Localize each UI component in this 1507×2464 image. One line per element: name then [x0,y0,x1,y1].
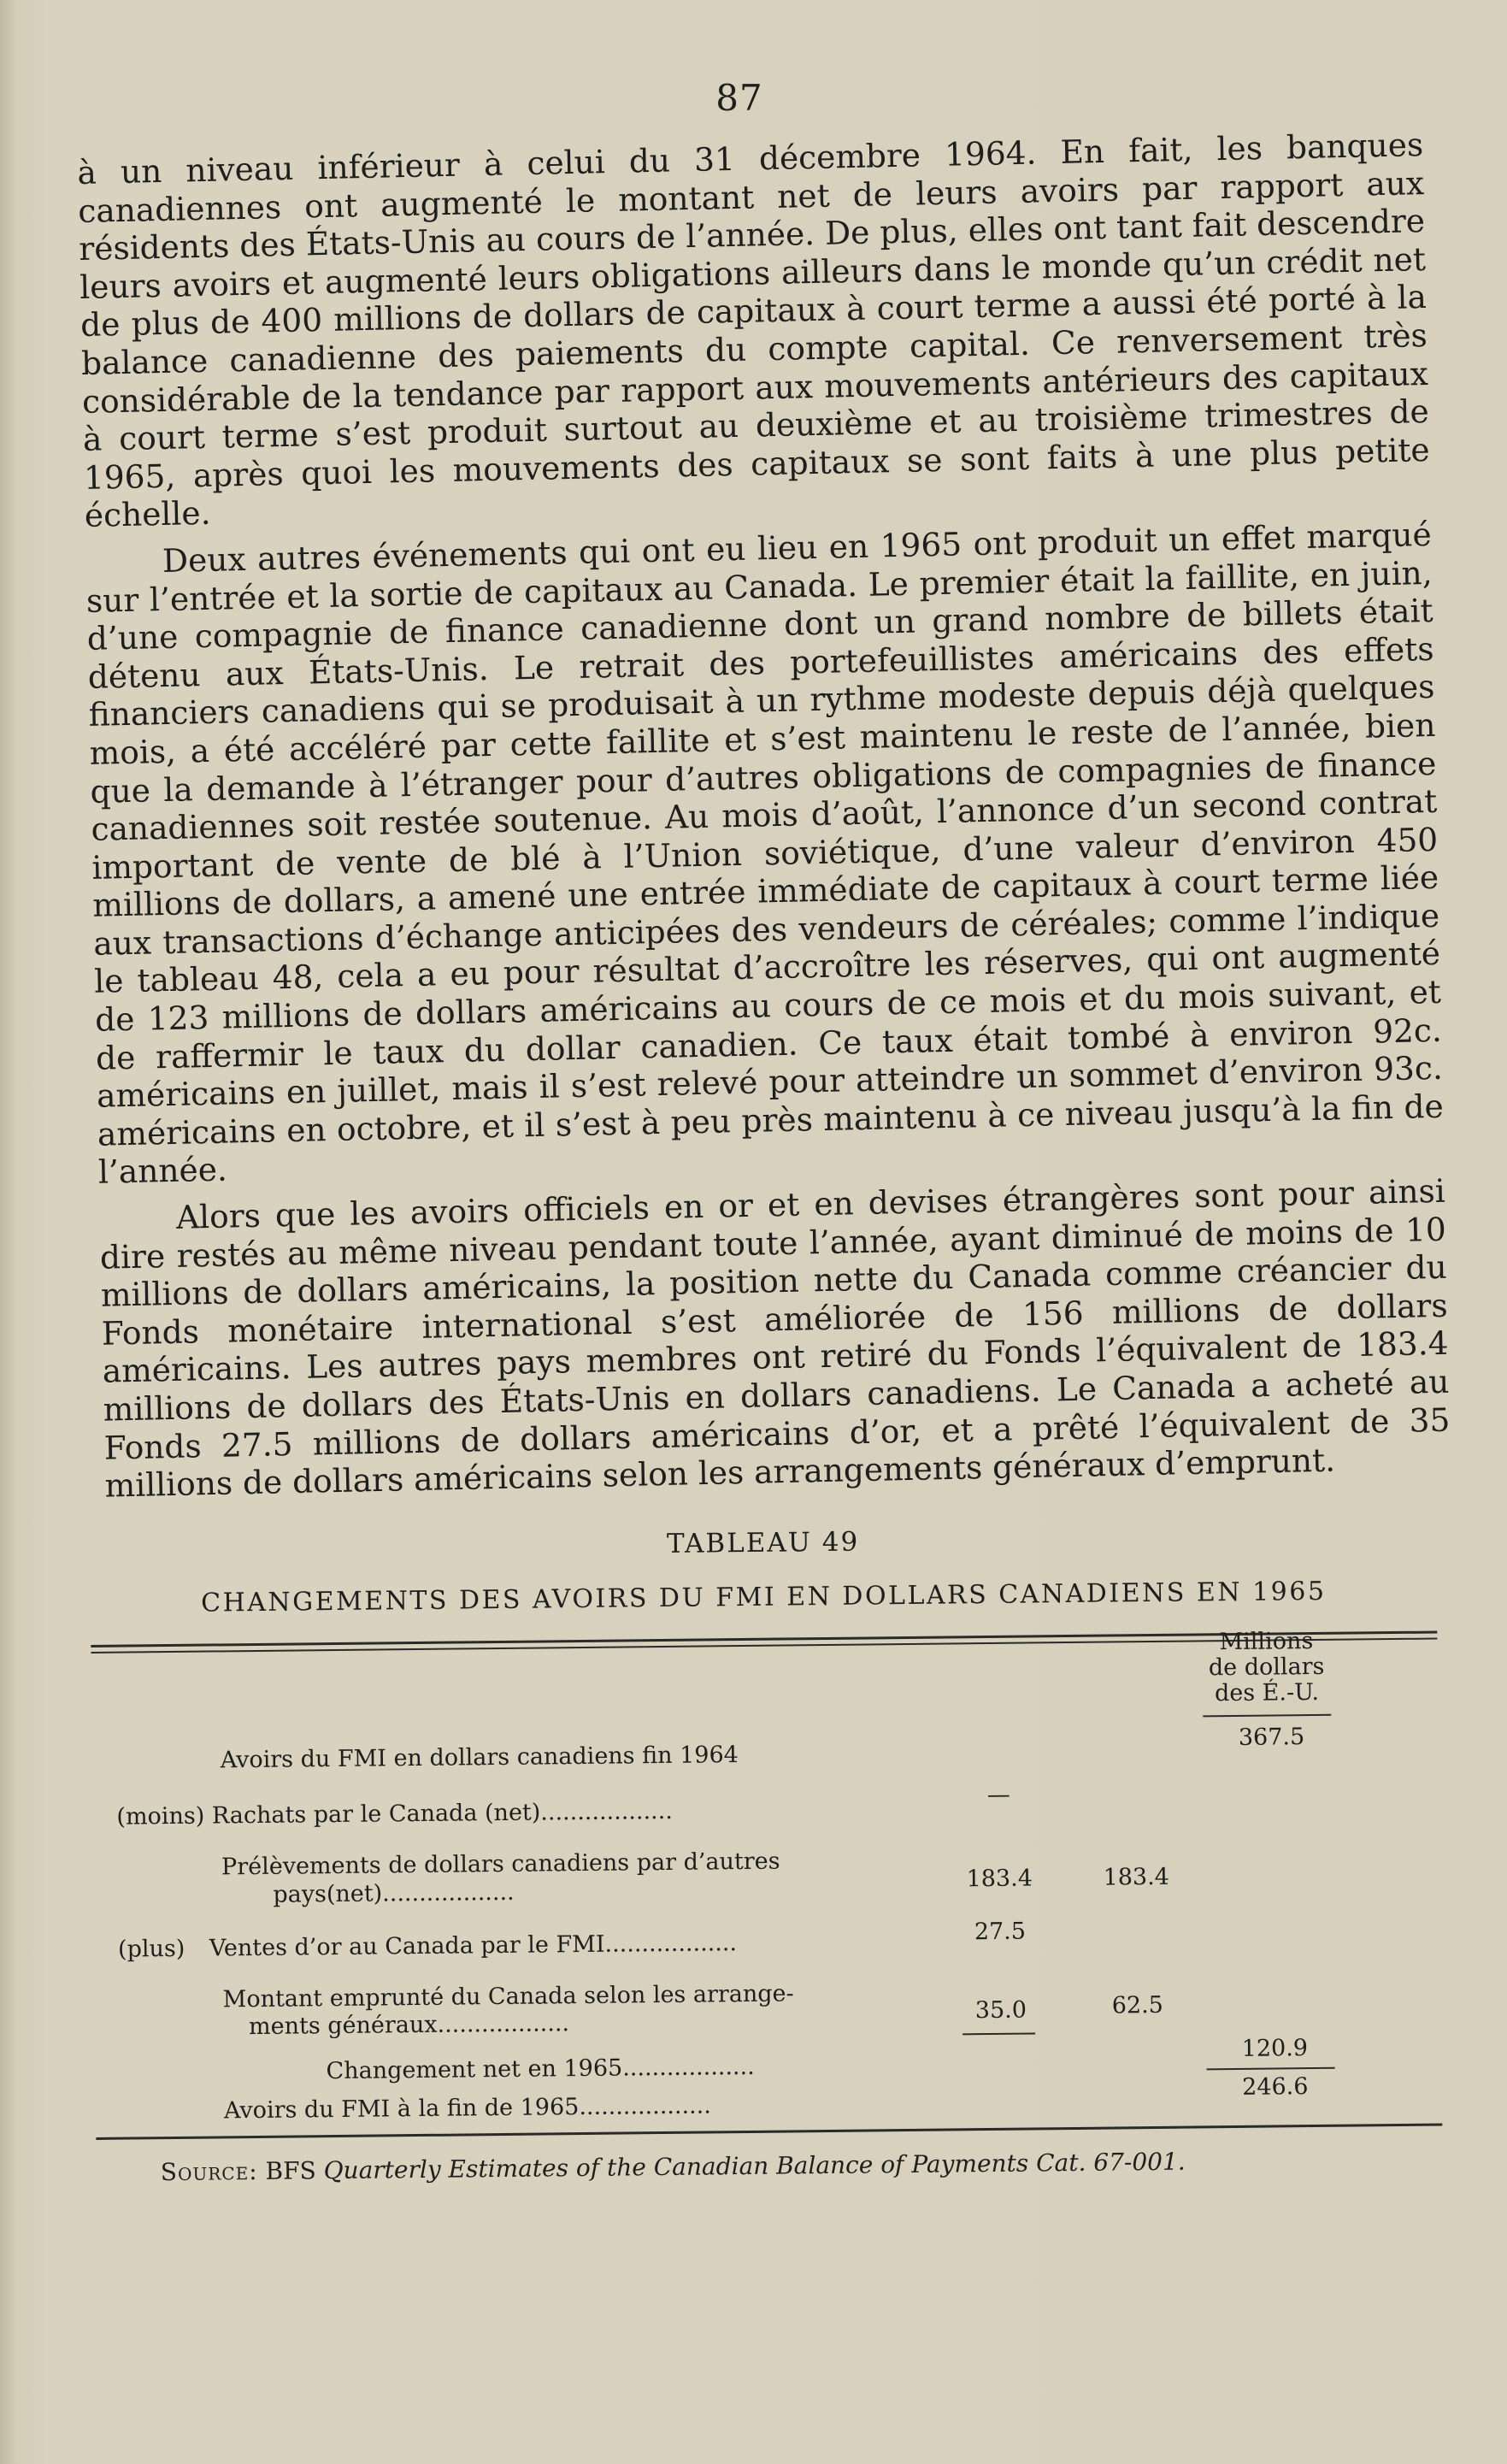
closing-total: 246.6 [1242,2073,1309,2101]
rachats-value: — [986,1781,1010,1809]
row-label: ments généraux [248,2011,438,2041]
row-label: Avoirs du FMI en dollars canadiens fin 1964 [220,1742,739,1774]
dot-leader: .................. [622,2053,755,2082]
table-49 [90,1521,1437,2187]
row-label: Prélèvements de dollars canadiens par d’autres [221,1848,780,1881]
emprunt-value: 35.0 [974,1996,1027,2025]
row-label: Avoirs du FMI à la fin de 1965 [223,2094,580,2125]
column-header [1193,1629,1339,1707]
ventes-value: 27.5 [974,1918,1027,1946]
prelevements-value: 183.4 [966,1865,1033,1893]
table-row-prelevements-2 [273,1879,515,1908]
opening-total: 367.5 [1238,1724,1305,1751]
minus-prefix: (moins) [116,1802,205,1830]
column-header-line-1: Millions [1219,1628,1314,1656]
dot-leader: .................. [437,2010,570,2038]
table-row-closing [224,2092,711,2124]
prelevements-subtotal: 183.4 [1103,1863,1170,1891]
table-title: CHANGEMENTS DES AVOIRS DU FMI EN DOLLARS CANADIENS EN 1965 [200,1576,1327,1618]
source-publication: Quarterly Estimates of the Canadian Balance of Payments [323,2149,1029,2185]
dot-leader: .................. [604,1930,738,1958]
column-header-line-2: de dollars [1208,1653,1325,1682]
dot-leader: .................. [579,2092,712,2121]
source-prefix: Source: [160,2156,258,2187]
row-label: Rachats par le Canada (net) [211,1799,541,1830]
plus-prefix: (plus) [117,1935,185,1963]
table-row-ventes [118,1930,737,1963]
table-row-net [326,2054,754,2084]
net-total: 120.9 [1241,2035,1309,2062]
paragraph-2: Deux autres événements qui ont eu lieu en 1965 ont produit un effet marqué sur l’entrée et la sortie de capitaux au Canada. Le premier était la faillite, en juin, d’une compagnie de finance canadienne dont un grand nombre de billets était détenu aux États-Unis. Le retrait des portefeuillistes américains des effets financiers canadiens qui se produisait à un rythme modeste depuis déjà quelques mois, a été accéléré par cette faillite et s’est maintenu le reste de l’année, bien que la demande à l’étranger pour d’autres obligations de compagnies de finance canadiennes soit restée soutenue. Au mois d’août, l’annonce d’un second contrat important de vente de blé à l’Union soviétique, d’une valeur d’environ 450 millions de dollars, a amené une entrée immédiate de capitaux à court terme liée aux transactions d’échange anticipées des vendeurs de céréales; comme l’indique le tableau 48, cela a eu pour résultat d’accroître les réserves, qui ont augmenté de 123 millions de dollars américains au cours de ce mois et du mois suivant, et de raffermir le taux du dollar canadien. Ce taux était tombé à environ 92c. américains en juillet, mais il s’est relevé pour atteindre un sommet d’environ 93c. américains en octobre, et il s’est à peu près maintenu à ce niveau jusqu’à la fin de l’année. [85,515,1445,1192]
source-agency: BFS [265,2156,316,2185]
header-underline [1203,1714,1331,1718]
row-label: Ventes d’or au Canada par le FMI [209,1931,605,1962]
body-text [77,126,1451,1505]
paragraph-1: à un niveau inférieur à celui du 31 décembre 1964. En fait, les banques canadiennes ont augmenté le montant net de leurs avoirs par rapport aux résidents des États-Unis au cours de l’année. De plus, elles ont tant fait descendre leurs avoirs et augmenté leurs obligations ailleurs dans le monde qu’un crédit net de plus de 400 millions de dollars de capitaux à court terme a aussi été porté à la balance canadienne des paiements du compte capital. Ce renversement très considérable de la tendance par rapport aux mouvements antérieurs des capitaux à court terme s’est produit surtout au deuxième et au troisième trimestres de 1965, après quoi les mouvements des capitaux se sont faits à une plus petite échelle. [77,126,1431,535]
emprunt-subtotal: 62.5 [1111,1991,1164,2019]
row-label: pays(net) [273,1880,383,1908]
dot-leader: .................. [540,1797,673,1826]
paragraph-3: Alors que les avoirs officiels en or et en devises étrangères sont pour ainsi dire restés au même niveau pendant toute l’année, ayant diminué de moins de 10 millions de dollars américains, la position nette du Canada comme créancier du Fonds monétaire international s’est améliorée de 156 millions de dollars américains. Les autres pays membres ont retiré du Fonds l’équivalent de 183.4 millions de dollars des États-Unis en dollars canadiens. Le Canada a acheté au Fonds 27.5 millions de dollars américains d’or, et a prêté l’équivalent de 35 millions de dollars américains selon les arrangements généraux d’emprunt. [99,1171,1451,1505]
net-underline [1207,2067,1335,2071]
table-number: TABLEAU 49 [666,1526,860,1559]
table-source [161,2148,1186,2187]
page-number: 87 [715,77,763,119]
row-label: Changement net en 1965 [326,2054,623,2085]
dot-leader: .................. [382,1878,515,1907]
source-catalogue: Cat. 67-001. [1035,2147,1186,2178]
table-row-rachats [116,1798,673,1830]
row-label: Montant emprunté du Canada selon les arrange- [222,1980,794,2013]
column-header-line-3: des É.-U. [1214,1678,1320,1707]
table-bottom-rule [96,2123,1442,2139]
table-row-emprunt-2 [249,2010,569,2040]
table-row-prelevements-1 [221,1848,780,1881]
sum-underline [962,2032,1035,2035]
table-row-emprunt-1 [223,1980,794,2013]
